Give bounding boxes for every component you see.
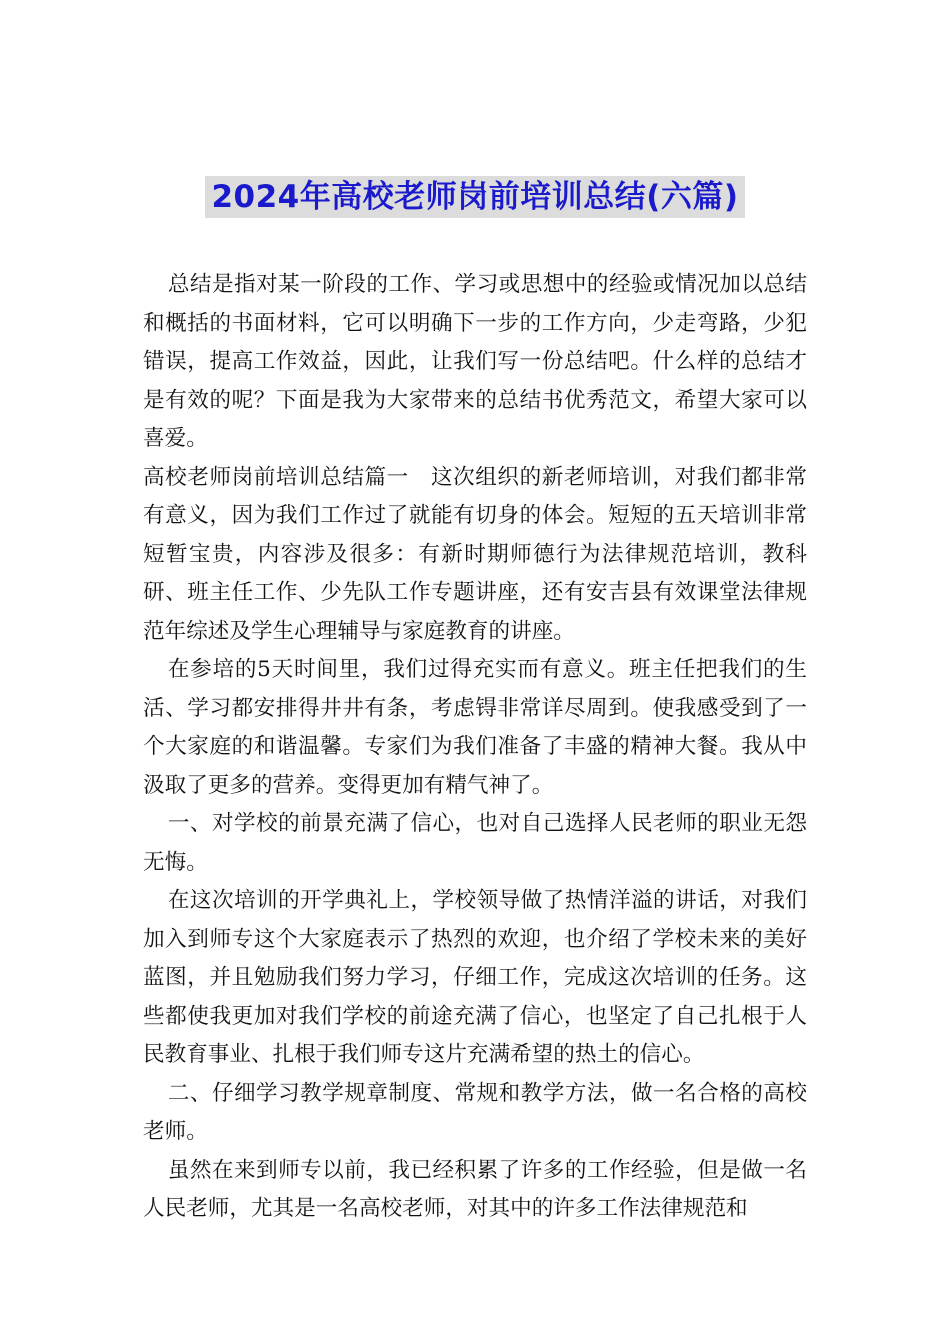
- paragraph-opening-ceremony: 在这次培训的开学典礼上，学校领导做了热情洋溢的讲话，对我们加入到师专这个大家庭表示了热烈的欢迎，也介绍了学校未来的美好蓝图，并且勉励我们努力学习，仔细工作，完成这次培训的任务。这些都使我更加对我们学校的前途充满了信心，也坚定了自己扎根于人民教育事业、扎根于我们师专这片充满希望的热土的信心。: [143, 888, 807, 1067]
- paragraph-heading-one: 一、对学校的前景充满了信心，也对自己选择人民老师的职业无怨无悔。: [143, 811, 807, 875]
- paragraph-heading-two: 二、仔细学习教学规章制度、常规和教学方法，做一名合格的高校老师。: [143, 1080, 807, 1144]
- paragraph-intro: 总结是指对某一阶段的工作、学习或思想中的经验或情况加以总结和概括的书面材料，它可以明确下一步的工作方向，少走弯路，少犯错误，提高工作效益，因此，让我们写一份总结吧。什么样的总结才是有效的呢？下面是我为大家带来的总结书优秀范文，希望大家可以喜爱。: [143, 272, 807, 451]
- paragraph-experience: 虽然在来到师专以前，我已经积累了许多的工作经验，但是做一名人民老师，尤其是一名高校老师，对其中的许多工作法律规范和: [143, 1157, 807, 1221]
- document-body: [143, 266, 807, 1229]
- paragraph-training-days: 在参培的5天时间里，我们过得充实而有意义。班主任把我们的生活、学习都安排得井井有条，考虑锝非常详尽周到。使我感受到了一个大家庭的和谐温馨。专家们为我们准备了丰盛的精神大餐。我从中汲取了更多的营养。变得更加有精气神了。: [143, 657, 807, 798]
- title-container: [0, 176, 950, 218]
- document-title: 2024年高校老师岗前培训总结(六篇): [205, 176, 744, 218]
- paragraph-section-one: 高校老师岗前培训总结篇一 这次组织的新老师培训，对我们都非常有意义，因为我们工作过了就能有切身的体会。短短的五天培训非常短暂宝贵，内容涉及很多：有新时期师德行为法律规范培训，教科研、班主任工作、少先队工作专题讲座，还有安吉县有效课堂法律规范年综述及学生心理辅导与家庭教育的讲座。: [143, 464, 807, 644]
